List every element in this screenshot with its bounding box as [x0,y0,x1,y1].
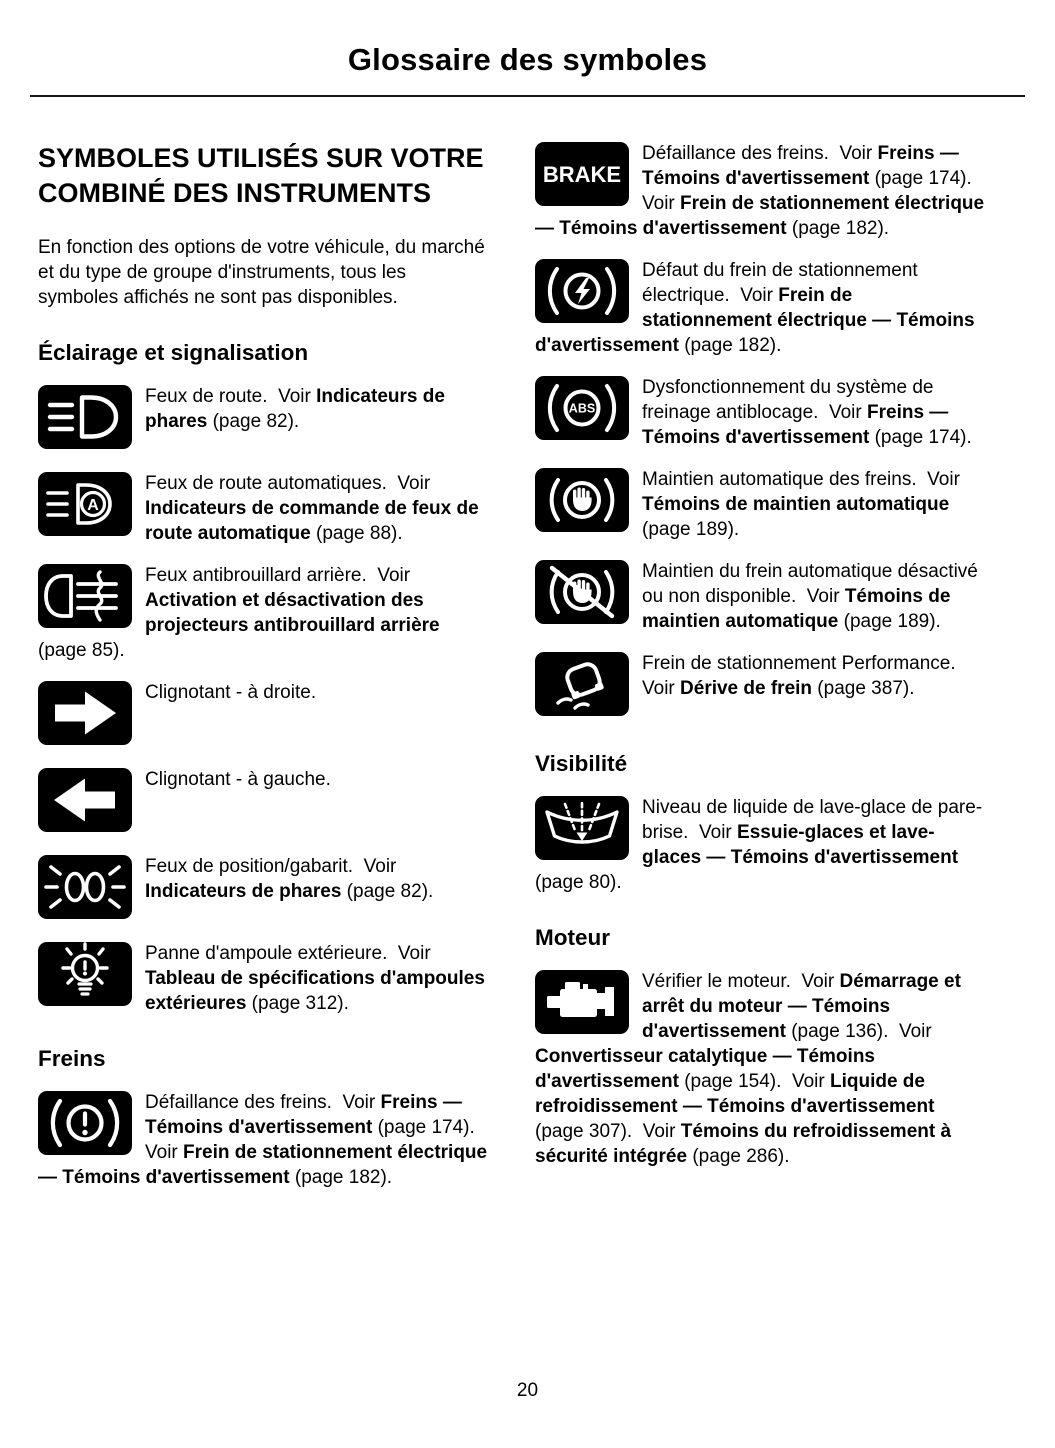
symbol-entry [38,471,488,546]
brake-text-icon [535,142,629,206]
text-run: (page 312). [246,993,349,1014]
brake-warning-icon [38,1091,132,1155]
page-footer [0,1380,1055,1402]
text-run: (page 182). [678,335,782,356]
text-run: Maintien du frein automatique désactivé ou non disponible. Voir [642,561,984,607]
text-run: Feux de position/gabarit. Voir [145,856,402,877]
text-run: (page 286). [687,1146,790,1167]
content [0,97,1055,1207]
text-run: Maintien automatique des freins. Voir [642,469,966,490]
reference-bold-text: Liquide de refroidissement — Témoins d'avertissement [535,1071,935,1117]
text-run: Défaillance des freins. Voir [145,1092,381,1113]
text-run: (page 189). [642,494,955,540]
text-run: Clignotant - à gauche. [145,769,331,790]
reference-bold-text: Activation et désactivation des projecteurs antibrouillard arrière [145,590,440,636]
section-heading: Moteur [535,925,610,950]
reference-bold-text: Frein de stationnement électrique — Témoins d'avertissement [535,193,990,239]
symbol-entry [38,384,488,454]
check-engine-icon [535,970,629,1034]
symbol-entry [535,258,985,358]
reference-bold-text: Indicateurs de phares [145,881,342,902]
intro-paragraph [38,235,491,310]
reference-bold-text: Freins — Témoins d'avertissement [642,143,965,189]
section-heading: Freins [38,1046,106,1071]
text-run: (page 80). [535,847,964,893]
text-run: Défaut du frein de stationnement électrique. Voir [642,260,923,306]
text-run: (page 387). [812,678,915,699]
text-run: (page 174). Voir [642,168,983,214]
symbol-entry [535,795,985,895]
text-run: (page 182). [289,1167,393,1188]
text-run: Niveau de liquide de lave-glace de pare-brise. Voir [642,797,983,843]
text-run: Feux antibrouillard arrière. Voir [145,565,416,586]
auto-hold-icon [535,468,629,532]
washer-fluid-icon [535,796,629,860]
svg-text:ABS: ABS [568,401,596,416]
reference-bold-text: Dérive de frein [680,678,813,699]
text-run: (page 307). Voir [535,1096,940,1142]
text-run: (page 189). [838,611,941,632]
right-column [535,141,990,1186]
section-heading: Visibilité [535,751,628,776]
reference-bold-text: Convertisseur catalytique — Témoins d'avertissement [535,1046,881,1092]
symbol-entry [535,559,985,634]
reference-bold-text: Indicateurs de phares [145,386,451,432]
auto-hold-off-icon [535,560,629,624]
text-run: (page 88). [310,523,403,544]
page-header [0,0,1055,97]
reference-bold-text: Témoins de maintien automatique [642,494,950,515]
text-run: Défaillance des freins. Voir [642,143,878,164]
reference-bold-text: Frein de stationnement électrique — Témoins d'avertissement [38,1142,493,1188]
reference-bold-text: Freins — Témoins d'avertissement [145,1092,468,1138]
text-run: Clignotant - à droite. [145,682,317,703]
text-run: Feux de route automatiques. Voir [145,473,436,494]
text-run: (page 174). [869,427,972,448]
turn-right-icon [38,681,132,745]
text-run: Dysfonctionnement du système de freinage antiblocage. Voir [642,377,939,423]
symbol-entry [38,941,491,1016]
symbol-entry [38,563,488,663]
svg-text:BRAKE: BRAKE [542,162,622,187]
text-run: En fonction des options de votre véhicule, du marché et du type de groupe d'instruments, tous les symboles affichés ne sont pas disponibles. [38,237,491,308]
symbol-entry [38,1090,493,1190]
svg-text:A: A [87,497,99,514]
text-run: (page 82). [341,881,434,902]
rear-fog-icon [38,564,132,628]
bulb-failure-icon [38,942,132,1006]
high-beam-icon [38,385,132,449]
symbol-entry [38,680,488,750]
text-run: Frein de stationnement Performance. Voir [642,653,967,699]
text-run: Panne d'ampoule extérieure. Voir [145,943,436,964]
reference-bold-text: Tableau de spécifications d'ampoules extérieures [145,968,491,1014]
text-run: (page 174). Voir [145,1117,486,1163]
symbol-entry [38,767,488,837]
reference-bold-text: Démarrage et arrêt du moteur — Témoins d'avertissement [642,971,967,1042]
page-title: Glossaire des symboles [347,42,708,77]
turn-left-icon [38,768,132,832]
symbol-entry [535,375,985,450]
text-run: (page 182). [786,218,890,239]
auto-high-beam-icon [38,472,132,536]
electric-park-brake-icon [535,259,629,323]
text-run: Vérifier le moteur. Voir [642,971,840,992]
symbol-entry [535,969,985,1169]
symbol-entry [535,651,985,721]
symbol-entry [38,854,488,924]
reference-bold-text: Freins — Témoins d'avertissement [642,402,954,448]
left-column [38,141,493,1207]
reference-bold-text: Témoins du refroidissement à sécurité intégrée [535,1121,957,1167]
brake-drift-icon [535,652,629,716]
text-run: Feux de route. Voir [145,386,317,407]
page-number: 20 [516,1380,539,1401]
cluster-symbols-heading: SYMBOLES UTILISÉS SUR VOTRE COMBINÉ DES INSTRUMENTS [38,143,484,208]
text-run: (page 136). Voir [785,1021,937,1042]
reference-bold-text: Indicateurs de commande de feux de route automatique [145,498,484,544]
text-run: (page 85). [38,615,445,661]
abs-icon [535,376,629,440]
text-run: (page 154). Voir [678,1071,830,1092]
reference-bold-text: Témoins de maintien automatique [642,586,956,632]
reference-bold-text: Frein de stationnement électrique — Témoins d'avertissement [535,285,980,356]
section-heading: Éclairage et signalisation [38,340,309,365]
position-lamps-icon [38,855,132,919]
symbol-entry [535,467,985,542]
reference-bold-text: Essuie-glaces et lave-glaces — Témoins d'avertissement [642,822,959,868]
symbol-entry [535,141,990,241]
text-run: (page 82). [207,411,300,432]
